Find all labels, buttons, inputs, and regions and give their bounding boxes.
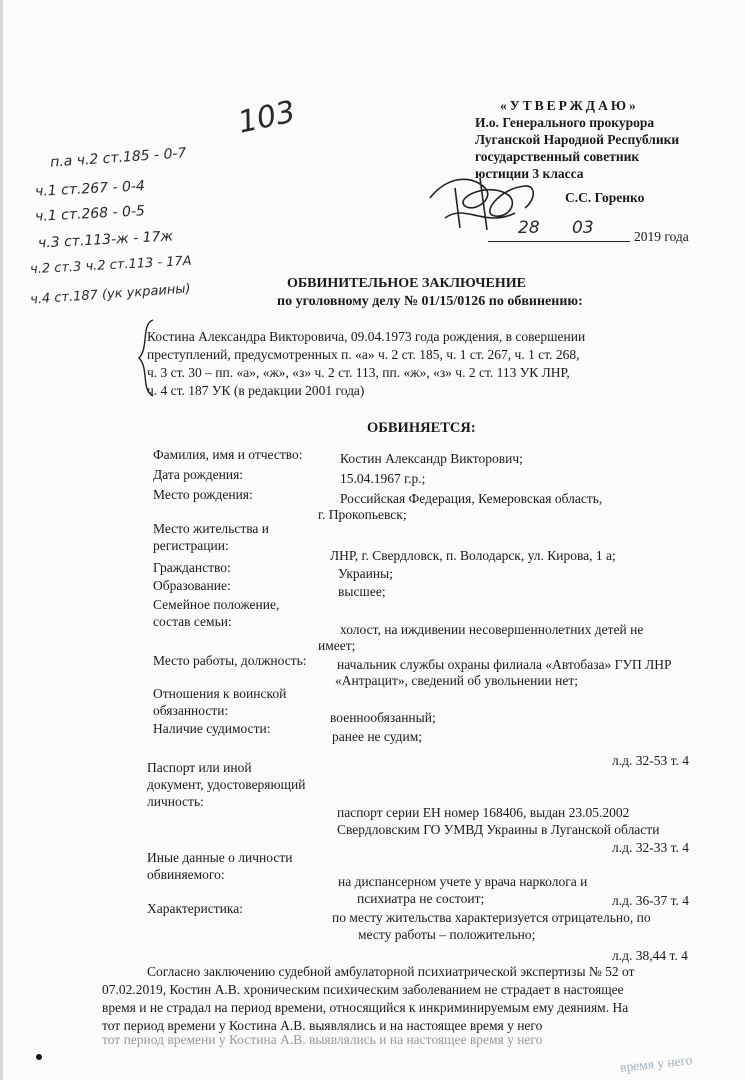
punch-dot: [36, 1054, 42, 1060]
handwritten-note: ч.1 ст.268 - 0-5: [34, 203, 146, 225]
closing-line: время и не страдал на период времени, относящийся к инкриминируемым ему деяниям. На: [102, 1000, 629, 1015]
intro-line: ч. 3 ст. 30 – пп. «а», «ж», «з» ч. 2 ст. 113, пп. «ж», «з» ч. 2 ст. 113 УК ЛНР,: [147, 365, 570, 380]
field-label: личность:: [147, 794, 204, 809]
field-label: обвиняемого:: [147, 867, 225, 882]
field-value: «Антрацит», сведений об увольнении нет;: [335, 673, 579, 688]
approval-line: государственный советник: [475, 149, 640, 164]
field-label: регистрации:: [153, 538, 229, 553]
field-value: по месту жительства характеризуется отрицательно, по: [332, 910, 651, 925]
field-label: Место рождения:: [153, 487, 253, 502]
bleed-through-fragment: время у него: [619, 1052, 694, 1075]
handwritten-note: ч.3 ст.113-ж - 17ж: [37, 228, 174, 252]
handwritten-note: ч.2 ст.3 ч.2 ст.113 - 17А: [29, 253, 193, 278]
case-reference: л.д. 32-53 т. 4: [612, 753, 689, 768]
field-value: холост, на иждивении несовершеннолетних детей не: [340, 622, 644, 637]
field-label: обязанности:: [153, 703, 229, 718]
field-value: ранее не судим;: [332, 729, 423, 744]
field-label: документ, удостоверяющий: [147, 777, 306, 792]
field-label: состав семьи:: [153, 614, 232, 629]
field-label: Образование:: [153, 578, 231, 593]
field-value: Свердловским ГО УМВД Украины в Луганской области: [337, 822, 660, 837]
field-value: Костин Александр Викторович;: [340, 451, 523, 466]
field-label: Отношения к воинской: [153, 686, 287, 701]
handwritten-note: ч.1 ст.267 - 0-4: [34, 178, 146, 200]
closing-line: Согласно заключению судебной амбулаторной психиатрической экспертизы № 52 от: [147, 964, 635, 979]
field-label: Дата рождения:: [153, 467, 244, 482]
case-reference: л.д. 38,44 т. 4: [612, 948, 688, 963]
field-value: месту работы – положительно;: [358, 927, 536, 942]
field-value: имеет;: [318, 638, 356, 653]
field-value: [340, 491, 735, 507]
field-label: Гражданство:: [153, 560, 231, 575]
field-label: Фамилия, имя и отчество:: [153, 447, 303, 462]
intro-line: ч. 4 ст. 187 УК (в редакции 2001 года): [147, 383, 365, 398]
document-subtitle: по уголовному делу № 01/15/0126 по обвинению:: [277, 294, 583, 309]
date-signature-line: [488, 241, 630, 242]
field-label: Наличие судимости:: [153, 721, 271, 736]
approval-year: 2019 года: [634, 229, 689, 244]
handwritten-note: п.а ч.2 ст.185 - 0-7: [49, 145, 187, 171]
case-reference: л.д. 32-33 т. 4: [612, 840, 689, 855]
intro-line: Костина Александра Викторовича, 09.04.1973 года рождения, в совершении: [147, 329, 586, 344]
field-value: г. Прокопьевск;: [318, 507, 407, 522]
field-label: Место работы, должность:: [153, 653, 307, 668]
approval-heading: «УТВЕРЖДАЮ»: [500, 98, 639, 113]
closing-line: 07.02.2019, Костин А.В. хроническим психическим заболеванием не страдает в настоящее: [102, 982, 624, 997]
field-value: 15.04.1967 г.р.;: [340, 471, 426, 486]
field-value: на диспансерном учете у врача нарколога и: [338, 874, 588, 889]
closing-line: тот период времени у Костина А.В. выявлялись и на настоящее время у него: [102, 1018, 543, 1033]
field-label: Место жительства и: [153, 521, 270, 536]
field-value: паспорт серии ЕН номер 168406, выдан 23.05.2002: [337, 805, 630, 820]
field-label: Иные данные о личности: [147, 850, 293, 865]
case-reference: л.д. 36-37 т. 4: [612, 893, 689, 908]
field-value: начальник службы охраны филиала «Автобаза» ГУП ЛНР: [337, 657, 672, 672]
document-title: ОБВИНИТЕЛЬНОЕ ЗАКЛЮЧЕНИЕ: [287, 276, 526, 291]
approval-line: Луганской Народной Республики: [475, 132, 680, 147]
approval-line: юстиции 3 класса: [475, 166, 584, 181]
intro-line: преступлений, предусмотренных п. «а» ч. 2 ст. 185, ч. 1 ст. 267, ч. 1 ст. 268,: [147, 347, 580, 362]
field-label: Характеристика:: [147, 901, 243, 916]
approver-name: С.С. Горенко: [565, 190, 645, 205]
approval-line: И.о. Генерального прокурора: [475, 115, 655, 130]
field-label: Паспорт или иной: [147, 760, 252, 775]
field-value: ЛНР, г. Свердловск, п. Володарск, ул. Кирова, 1 а;: [330, 548, 616, 563]
field-label: Семейное положение,: [153, 597, 280, 612]
scan-edge: [0, 0, 3, 1080]
pob-text: Российская Федерация, Кемеровская область,: [340, 491, 603, 506]
handwritten-day: 28: [518, 218, 540, 238]
field-value: Украины;: [338, 566, 393, 581]
bleed-through-text: тот период времени у Костина А.В. выявлялись и на настоящее время у него: [102, 1032, 543, 1047]
field-value: военнообязанный;: [330, 710, 436, 725]
section-heading: ОБВИНЯЕТСЯ:: [367, 420, 476, 436]
handwritten-note: ч.4 ст.187 (ук украины): [29, 281, 192, 308]
field-value: психиатра не состоит;: [357, 891, 485, 906]
field-value: высшее;: [338, 584, 386, 599]
handwritten-page-number: 103: [234, 94, 299, 141]
handwritten-month: 03: [572, 218, 594, 238]
